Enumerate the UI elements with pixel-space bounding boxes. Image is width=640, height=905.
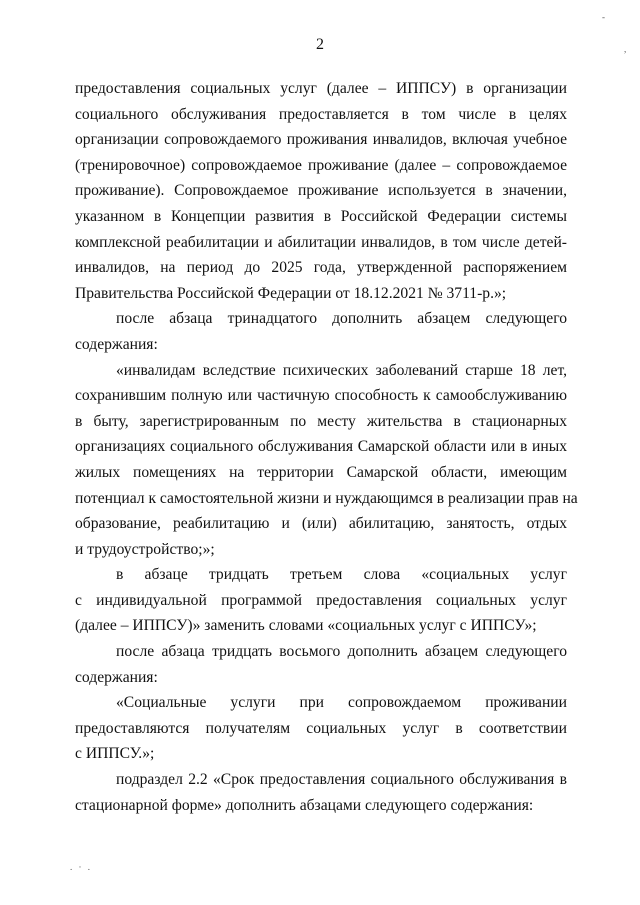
text-line: в абзаце тридцать третьем слова «социальных услуг: [116, 566, 567, 584]
text-line: предоставления социальных услуг (далее – ИППСУ) в организации: [75, 80, 567, 97]
text-line: и трудоустройство;»;: [75, 540, 215, 558]
text-line: образование, реабилитацию и (или) абилитацию, занятость, отдых: [75, 515, 567, 533]
paragraph: [75, 767, 567, 818]
text-line: организациях социального обслуживания Самарской области или в иных: [75, 438, 567, 456]
text-line: комплексной реабилитации и абилитации инвалидов, в том числе детей-: [75, 233, 567, 251]
text-line: (далее – ИППСУ)» заменить словами «социальных услуг с ИППСУ»;: [75, 617, 537, 635]
text-line: жилых помещениях на территории Самарской области, имеющим: [75, 463, 567, 481]
text-line: стационарной форме» дополнить абзацами следующего содержания:: [75, 796, 534, 814]
paragraph: [75, 306, 567, 357]
text-line: «Социальные услуги при сопровождаемом проживании: [116, 694, 567, 712]
paragraph: [75, 358, 578, 563]
paragraph: [75, 639, 567, 690]
paragraph: [75, 76, 567, 306]
text-line: инвалидов, на период до 2025 года, утвержденной распоряжением: [75, 259, 567, 277]
text-line: социального обслуживания предоставляется в том числе в целях: [75, 105, 567, 123]
text-line: Правительства Российской Федерации от 18.12.2021 № 3711-р.»;: [75, 284, 507, 302]
text-line: организации сопровождаемого проживания инвалидов, включая учебное: [75, 131, 567, 149]
scan-speck: ,: [624, 44, 627, 54]
paragraph: [75, 690, 567, 767]
text-line: в быту, зарегистрированным по месту жительства в стационарных: [75, 412, 567, 430]
text-line: указанном в Концепции развития в Российской Федерации системы: [75, 207, 567, 225]
text-line: проживание). Сопровождаемое проживание используется в значении,: [75, 182, 567, 200]
text-line: подраздел 2.2 «Срок предоставления социального обслуживания в: [116, 771, 567, 789]
scan-speck: . · .: [70, 862, 92, 872]
text-line: сохранившим полную или частичную способность к самообслуживанию: [75, 387, 567, 405]
text-line: содержания:: [75, 335, 158, 353]
scan-speck: -: [602, 12, 605, 22]
text-line: (тренировочное) сопровождаемое проживание (далее – сопровождаемое: [75, 156, 567, 174]
text-line: содержания:: [75, 668, 158, 686]
paragraph: [75, 562, 567, 639]
text-line: «инвалидам вследствие психических заболеваний старше 18 лет,: [116, 361, 567, 379]
text-line: потенциал к самостоятельной жизни и нуждающимся в реализации прав на: [75, 489, 578, 507]
page-number: 2: [316, 36, 324, 53]
text-line: после абзаца тринадцатого дополнить абзацем следующего: [116, 310, 567, 328]
text-line: после абзаца тридцать восьмого дополнить абзацем следующего: [116, 643, 567, 661]
document-body: [75, 76, 578, 818]
text-line: предоставляются получателям социальных услуг в соответствии: [75, 719, 567, 737]
text-line: с индивидуальной программой предоставления социальных услуг: [75, 591, 567, 609]
text-line: с ИППСУ.»;: [75, 745, 155, 763]
